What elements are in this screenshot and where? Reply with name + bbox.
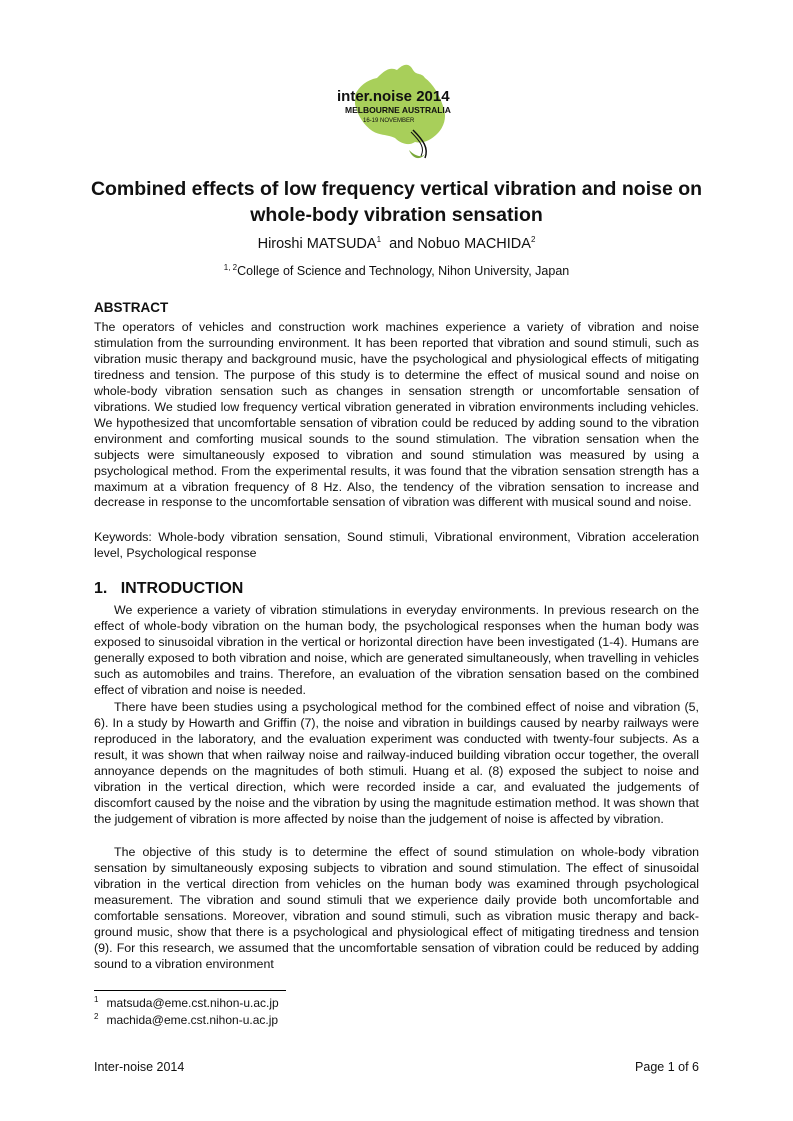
section-number: 1. <box>94 580 108 597</box>
australia-map-icon <box>325 50 465 170</box>
section-title: INTRODUCTION <box>120 580 244 597</box>
intro-paragraph-1: We experience a variety of vibration stimulations in everyday environments. In previous research on the effect of whole-body vibration on the human body, the psychological responses when the human body was exposed to sinusoidal vibration in the vertical or horizontal direction have been investigated (1-4). Humans are generally exposed to both vibration and noise, which are generated simultaneously, when travelling in vehicles such as automobiles and trains. Therefore, an evaluation of the vibration sensation based on the combined effect of vibration and noise is needed. <box>94 603 699 697</box>
author-2: Nobuo MACHIDA <box>417 236 531 252</box>
affiliation-text: College of Science and Technology, Nihon University, Japan <box>237 264 570 278</box>
keywords: Keywords: Whole-body vibration sensation, Sound stimuli, Vibrational environment, Vibration acceleration level, Psychological response <box>94 530 699 560</box>
footnote-2-email: machida@eme.cst.nihon-u.ac.jp <box>106 1013 279 1027</box>
footnote-divider <box>94 990 286 991</box>
author-2-mark: 2 <box>530 235 536 245</box>
logo-location: MELBOURNE AUSTRALIA <box>345 105 451 115</box>
affiliation <box>0 264 793 278</box>
abstract-heading: ABSTRACT <box>94 300 169 315</box>
page-number: Page 1 of 6 <box>635 1060 699 1074</box>
footnote-1-email: matsuda@eme.cst.nihon-u.ac.jp <box>106 996 279 1010</box>
footnote-1 <box>94 996 279 1010</box>
paper-title: Combined effects of low frequency vertical vibration and noise on whole-body vibration sensation <box>90 178 703 226</box>
footnote-2 <box>94 1013 278 1027</box>
abstract-text: The operators of vehicles and construction work machines experience a variety of vibration and noise stimulation from the surrounding environment. It has been reported that vibration and sound stimuli, such as vibration music therapy and background music, have the psychological and physiological effects of mitigating tiredness and tension. The purpose of this study is to determine the effect of musical sound and noise on whole-body vibration sensation such as changes in sensation strength or uncomfortable sensation of vibrations. We studied low frequency vertical vibration generated in vibration environments including vehicles. We hypothesized that uncomfortable sensation of vibration could be reduced by adding sound to the vibration environment and comforting musical sounds to the sound stimulation. The vibration sensation when the subjects were simultaneously exposed to vibration and sound stimulation was measured by using a psychological method. From the experimental results, it was found that the vibration sensation strength has a maximum at a vibration frequency of 8 Hz. Also, the tendency of the vibration sensation to increase and decrease in response to the uncomfortable sensation of vibration was different with musical sound and noise. <box>94 320 699 510</box>
footnote-2-mark: 2 <box>94 1012 99 1021</box>
logo-title: inter.noise 2014 <box>337 88 450 105</box>
author-line <box>0 236 793 252</box>
author-1: Hiroshi MATSUDA <box>257 236 377 252</box>
introduction-heading <box>94 580 243 598</box>
author-conjunction: and <box>389 236 414 252</box>
affiliation-mark: 1, 2 <box>223 262 238 272</box>
intro-paragraph-3: The objective of this study is to determine the effect of sound stimulation on whole-body vibration sensation by simultaneously exposing subjects to vibration and sound stimulation. The effect of sinusoidal vibration in the vertical direction from vehicles on the human body was examined through psychological measurement. The vibration and sound stimuli that we experience daily provide both uncomfortable and comfortable sensations. Moreover, vibration and sound stimuli, such as vibration music therapy and back-ground music, show that there is a psychological and physiological effect of mitigating tiredness and tension (9). For this research, we assumed that the uncomfortable sensation of vibration could be reduced by adding sound to a vibration environment <box>94 845 699 971</box>
footnote-1-mark: 1 <box>94 995 99 1004</box>
author-1-mark: 1 <box>376 235 382 245</box>
logo-dates: 16-19 NOVEMBER <box>363 118 415 124</box>
footer-conference: Inter-noise 2014 <box>94 1060 185 1074</box>
conference-logo <box>325 50 465 170</box>
intro-paragraph-2: There have been studies using a psychological method for the combined effect of noise and vibration (5, 6). In a study by Howarth and Griffin (7), the noise and vibration in buildings caused by nearby railways were reproduced in the laboratory, and the evaluation experiment was conducted with twenty-four subjects. As a result, it was shown that when railway noise and railway-induced building vibration occur together, the overall annoyance depends on the magnitudes of both stimuli. Huang et al. (8) exposed the subject to noise and vibration in the vertical direction, which were recorded inside a car, and evaluated the judgements of discomfort caused by the noise and the vibration by using the magnitude estimation method. It was shown that the judgement of vibration is more affected by noise than the judgement of noise is affected by vibration. <box>94 700 699 826</box>
